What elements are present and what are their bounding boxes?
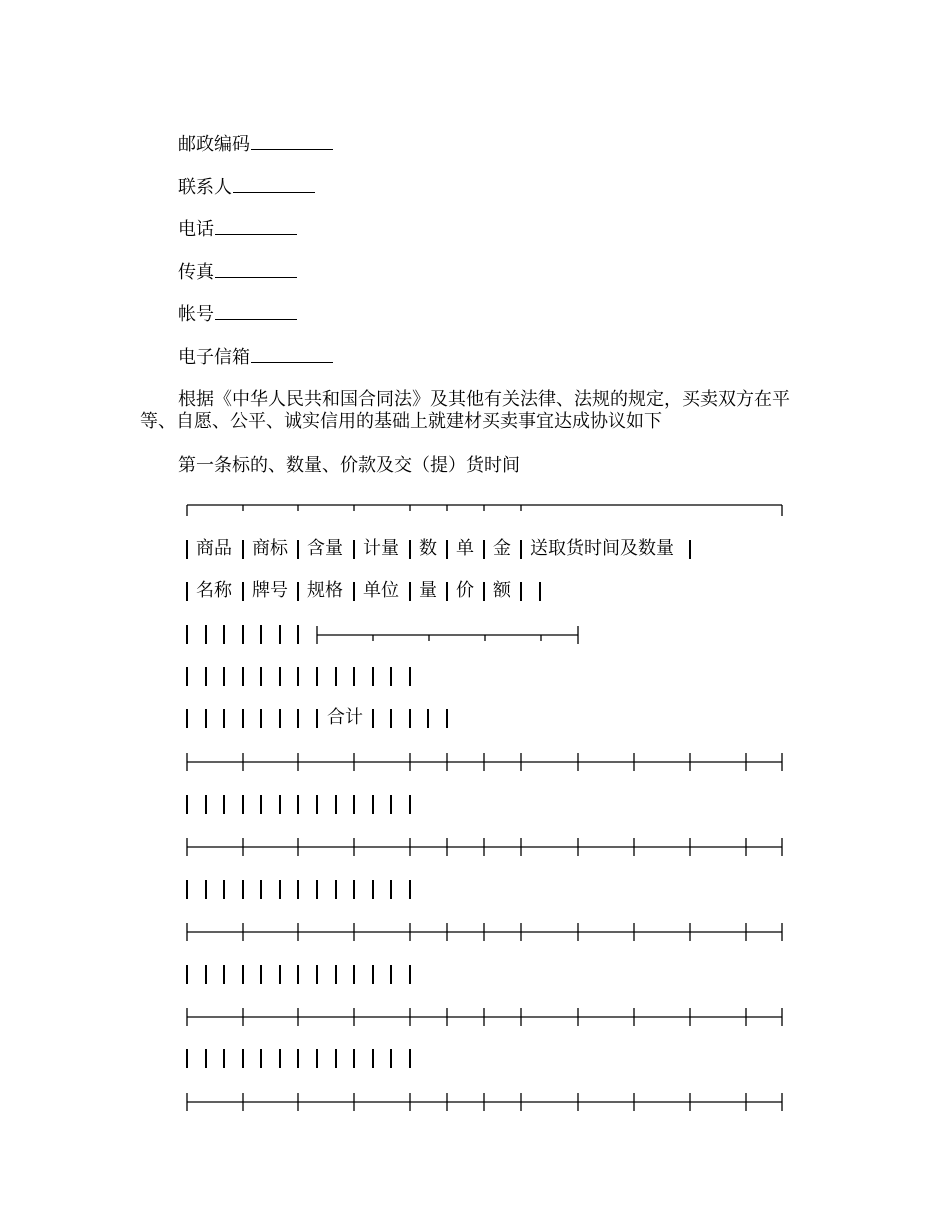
column-separator — [223, 667, 225, 686]
column-separator — [316, 795, 318, 814]
header-sum: 额 — [493, 580, 511, 601]
column-separator — [427, 709, 429, 728]
column-separator — [297, 880, 299, 899]
total-label: 合计 — [327, 707, 363, 728]
column-separator — [316, 709, 318, 728]
column-separator — [297, 582, 299, 601]
column-separator — [223, 880, 225, 899]
column-separator — [353, 880, 355, 899]
account-field: 帐号 — [178, 303, 297, 327]
column-separator — [353, 795, 355, 814]
column-separator — [409, 795, 411, 814]
column-separator — [260, 1049, 262, 1068]
column-separator — [372, 1049, 374, 1068]
column-separator — [279, 709, 281, 728]
column-separator — [260, 880, 262, 899]
column-separator — [409, 540, 411, 559]
column-separator — [372, 667, 374, 686]
column-separator — [186, 540, 188, 559]
header-measure: 计量 — [363, 538, 399, 559]
column-separator — [409, 1049, 411, 1068]
table-row-divider — [0, 752, 950, 772]
column-separator — [242, 965, 244, 984]
header-content: 含量 — [307, 538, 343, 559]
column-separator — [335, 1049, 337, 1068]
column-separator — [297, 667, 299, 686]
header-quantity: 数 — [419, 538, 437, 559]
table-row-divider — [0, 1007, 950, 1027]
column-separator — [186, 667, 188, 686]
column-separator — [186, 1049, 188, 1068]
column-separator — [205, 880, 207, 899]
header-qty: 量 — [419, 580, 437, 601]
column-separator — [297, 1049, 299, 1068]
column-separator — [372, 965, 374, 984]
column-separator — [353, 582, 355, 601]
column-separator — [242, 795, 244, 814]
header-delivery-time: 送取货时间及数量 — [530, 538, 674, 559]
column-separator — [335, 795, 337, 814]
column-separator — [353, 667, 355, 686]
column-separator — [242, 667, 244, 686]
fax-field: 传真 — [178, 261, 297, 285]
sub-divider — [0, 625, 950, 645]
column-separator — [205, 1049, 207, 1068]
article1-title: 第一条标的、数量、价款及交（提）货时间 — [178, 455, 520, 476]
column-separator — [390, 880, 392, 899]
column-separator — [316, 965, 318, 984]
column-separator — [390, 1049, 392, 1068]
account-blank[interactable] — [215, 305, 297, 320]
column-separator — [335, 667, 337, 686]
header-name: 名称 — [196, 580, 232, 601]
column-separator — [372, 795, 374, 814]
column-separator — [316, 880, 318, 899]
column-separator — [205, 795, 207, 814]
column-separator — [316, 1049, 318, 1068]
column-separator — [205, 965, 207, 984]
column-separator — [279, 667, 281, 686]
column-separator — [297, 709, 299, 728]
column-separator — [409, 880, 411, 899]
column-separator — [186, 709, 188, 728]
column-separator — [353, 540, 355, 559]
column-separator — [446, 709, 448, 728]
column-separator — [242, 709, 244, 728]
phone-blank[interactable] — [215, 220, 297, 235]
column-separator — [279, 880, 281, 899]
column-separator — [242, 880, 244, 899]
column-separator — [186, 880, 188, 899]
column-separator — [205, 709, 207, 728]
column-separator — [483, 540, 485, 559]
column-separator — [242, 1049, 244, 1068]
column-separator — [372, 709, 374, 728]
column-separator — [223, 795, 225, 814]
column-separator — [223, 965, 225, 984]
column-separator — [242, 582, 244, 601]
table-row-divider — [0, 1092, 950, 1112]
column-separator — [539, 582, 541, 601]
header-unit: 单 — [456, 538, 474, 559]
column-separator — [409, 709, 411, 728]
column-separator — [279, 1049, 281, 1068]
column-separator — [223, 1049, 225, 1068]
table-row-divider — [0, 922, 950, 942]
column-separator — [446, 582, 448, 601]
column-separator — [353, 1049, 355, 1068]
column-separator — [483, 582, 485, 601]
column-separator — [353, 965, 355, 984]
table-top-border — [0, 503, 950, 519]
column-separator — [260, 667, 262, 686]
header-brand: 牌号 — [252, 580, 288, 601]
column-separator — [260, 709, 262, 728]
contact-person-blank[interactable] — [233, 178, 315, 193]
column-separator — [520, 540, 522, 559]
email-field: 电子信箱 — [178, 346, 333, 370]
column-separator — [390, 795, 392, 814]
column-separator — [390, 667, 392, 686]
column-separator — [409, 582, 411, 601]
column-separator — [390, 709, 392, 728]
contact-person-field: 联系人 — [178, 176, 315, 200]
column-separator — [279, 795, 281, 814]
header-commodity: 商品 — [196, 538, 232, 559]
column-separator — [446, 540, 448, 559]
column-separator — [520, 582, 522, 601]
column-separator — [205, 667, 207, 686]
intro-paragraph-line2: 等、自愿、公平、诚实信用的基础上就建材买卖事宜达成协议如下 — [140, 411, 662, 432]
column-separator — [260, 795, 262, 814]
fax-blank[interactable] — [215, 263, 297, 278]
header-amount: 金 — [493, 538, 511, 559]
column-separator — [372, 880, 374, 899]
postal-code-field: 邮政编码 — [178, 133, 333, 157]
column-separator — [335, 880, 337, 899]
column-separator — [297, 795, 299, 814]
column-separator — [297, 965, 299, 984]
column-separator — [409, 965, 411, 984]
postal-code-blank[interactable] — [251, 135, 333, 150]
email-blank[interactable] — [251, 348, 333, 363]
column-separator — [242, 540, 244, 559]
phone-field: 电话 — [178, 218, 297, 242]
column-separator — [390, 965, 392, 984]
header-trademark: 商标 — [252, 538, 288, 559]
column-separator — [186, 795, 188, 814]
column-separator — [279, 965, 281, 984]
column-separator — [316, 667, 318, 686]
column-separator — [260, 965, 262, 984]
header-unit-of-measure: 单位 — [363, 580, 399, 601]
table-row-divider — [0, 837, 950, 857]
column-separator — [297, 540, 299, 559]
column-separator — [186, 965, 188, 984]
intro-paragraph-line1: 根据《中华人民共和国合同法》及其他有关法律、法规的规定，买卖双方在平 — [178, 389, 790, 410]
column-separator — [689, 540, 691, 559]
column-separator — [335, 965, 337, 984]
column-separator — [186, 582, 188, 601]
header-price: 价 — [456, 580, 474, 601]
header-spec: 规格 — [307, 580, 343, 601]
column-separator — [223, 709, 225, 728]
column-separator — [409, 667, 411, 686]
